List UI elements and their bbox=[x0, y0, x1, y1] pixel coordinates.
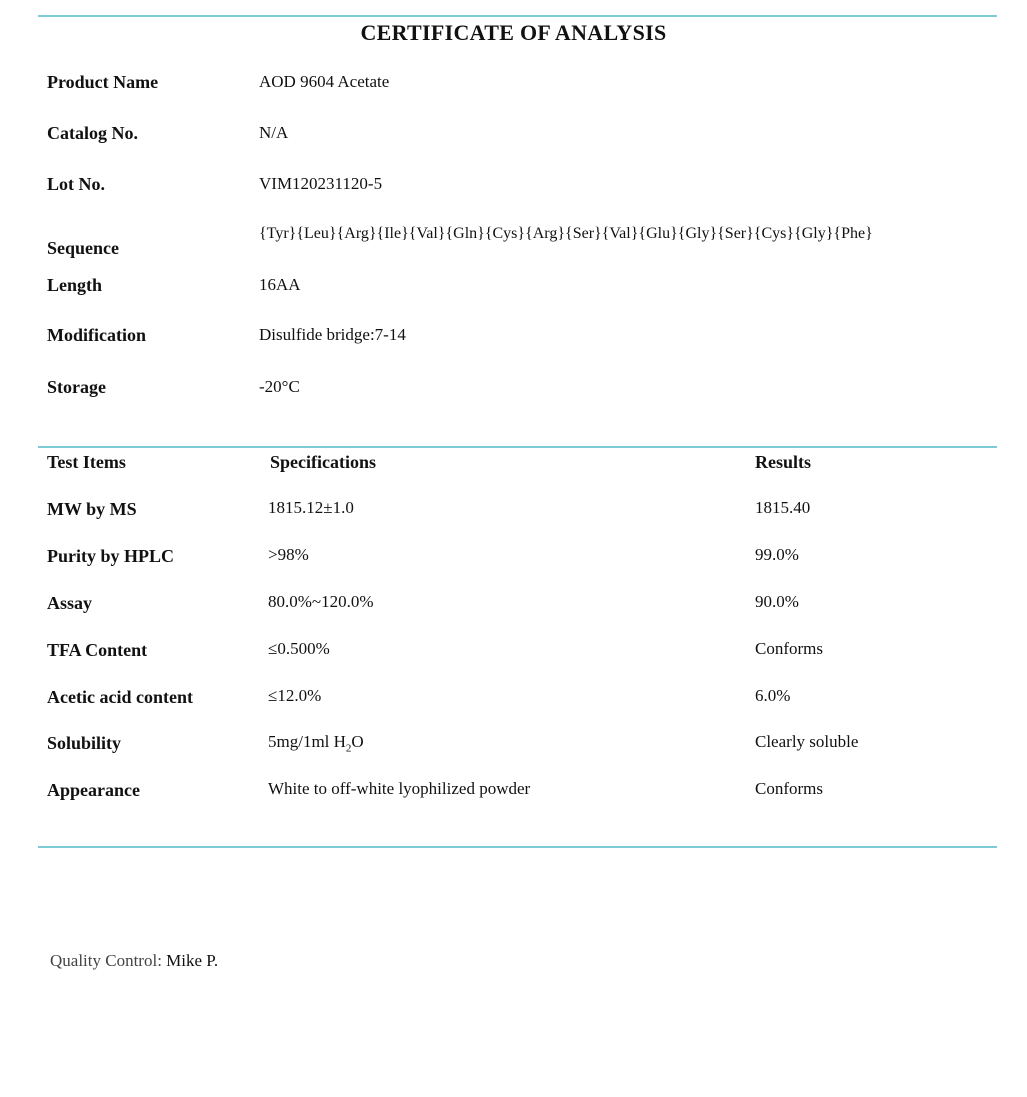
test-item: TFA Content bbox=[47, 640, 148, 660]
test-spec: 1815.12±1.0 bbox=[268, 498, 354, 517]
sequence-label: Sequence bbox=[47, 238, 119, 258]
solubility-spec-text: 5mg/1ml H bbox=[268, 732, 346, 751]
test-spec: >98% bbox=[268, 545, 309, 564]
solubility-spec-subscript: 2 bbox=[345, 742, 352, 755]
test-item: Assay bbox=[47, 593, 93, 613]
storage-value: -20°C bbox=[259, 377, 300, 396]
section-rule bbox=[38, 446, 997, 448]
test-result: 6.0% bbox=[755, 686, 791, 705]
test-result: 1815.40 bbox=[755, 498, 811, 517]
bottom-rule bbox=[38, 846, 997, 848]
quality-control-label: Quality Control: bbox=[50, 951, 162, 970]
test-result: 90.0% bbox=[755, 592, 799, 611]
sequence-value: {Tyr}{Leu}{Arg}{Ile}{Val}{Gln}{Cys}{Arg}{Ser}{Val}{Glu}{Gly}{Ser}{Cys}{Gly}{Phe} bbox=[259, 225, 873, 242]
test-spec: ≤0.500% bbox=[268, 639, 330, 658]
header-specifications: Specifications bbox=[270, 452, 376, 472]
test-result: 99.0% bbox=[755, 545, 799, 564]
test-result: Conforms bbox=[755, 639, 823, 658]
header-test-items: Test Items bbox=[47, 452, 126, 472]
modification-value: Disulfide bridge:7-14 bbox=[259, 325, 406, 344]
product-name-label: Product Name bbox=[47, 72, 159, 92]
length-label: Length bbox=[47, 275, 103, 295]
test-item: Appearance bbox=[47, 780, 140, 800]
catalog-no-value: N/A bbox=[259, 123, 289, 142]
quality-control-name: Mike P. bbox=[166, 951, 219, 970]
quality-control bbox=[50, 951, 218, 971]
test-item: Solubility bbox=[47, 733, 122, 753]
lot-no-label: Lot No. bbox=[47, 174, 105, 194]
test-item: Acetic acid content bbox=[47, 687, 193, 707]
lot-no-value: VIM120231120-5 bbox=[259, 174, 383, 193]
header-results: Results bbox=[755, 452, 812, 472]
product-name-value: AOD 9604 Acetate bbox=[259, 72, 390, 91]
test-spec: ≤12.0% bbox=[268, 686, 322, 705]
test-spec: White to off-white lyophilized powder bbox=[268, 779, 531, 798]
storage-label: Storage bbox=[47, 377, 106, 397]
test-item: MW by MS bbox=[47, 499, 137, 519]
test-spec: 80.0%~120.0% bbox=[268, 592, 374, 611]
test-item: Purity by HPLC bbox=[47, 546, 175, 566]
modification-label: Modification bbox=[47, 325, 146, 345]
top-rule bbox=[38, 15, 997, 17]
catalog-no-label: Catalog No. bbox=[47, 123, 138, 143]
document-title: CERTIFICATE OF ANALYSIS bbox=[360, 20, 667, 45]
test-result: Conforms bbox=[755, 779, 823, 798]
length-value: 16AA bbox=[259, 275, 301, 294]
test-result: Clearly soluble bbox=[755, 732, 859, 751]
solubility-spec-tail: O bbox=[351, 732, 364, 751]
test-spec bbox=[268, 732, 364, 754]
